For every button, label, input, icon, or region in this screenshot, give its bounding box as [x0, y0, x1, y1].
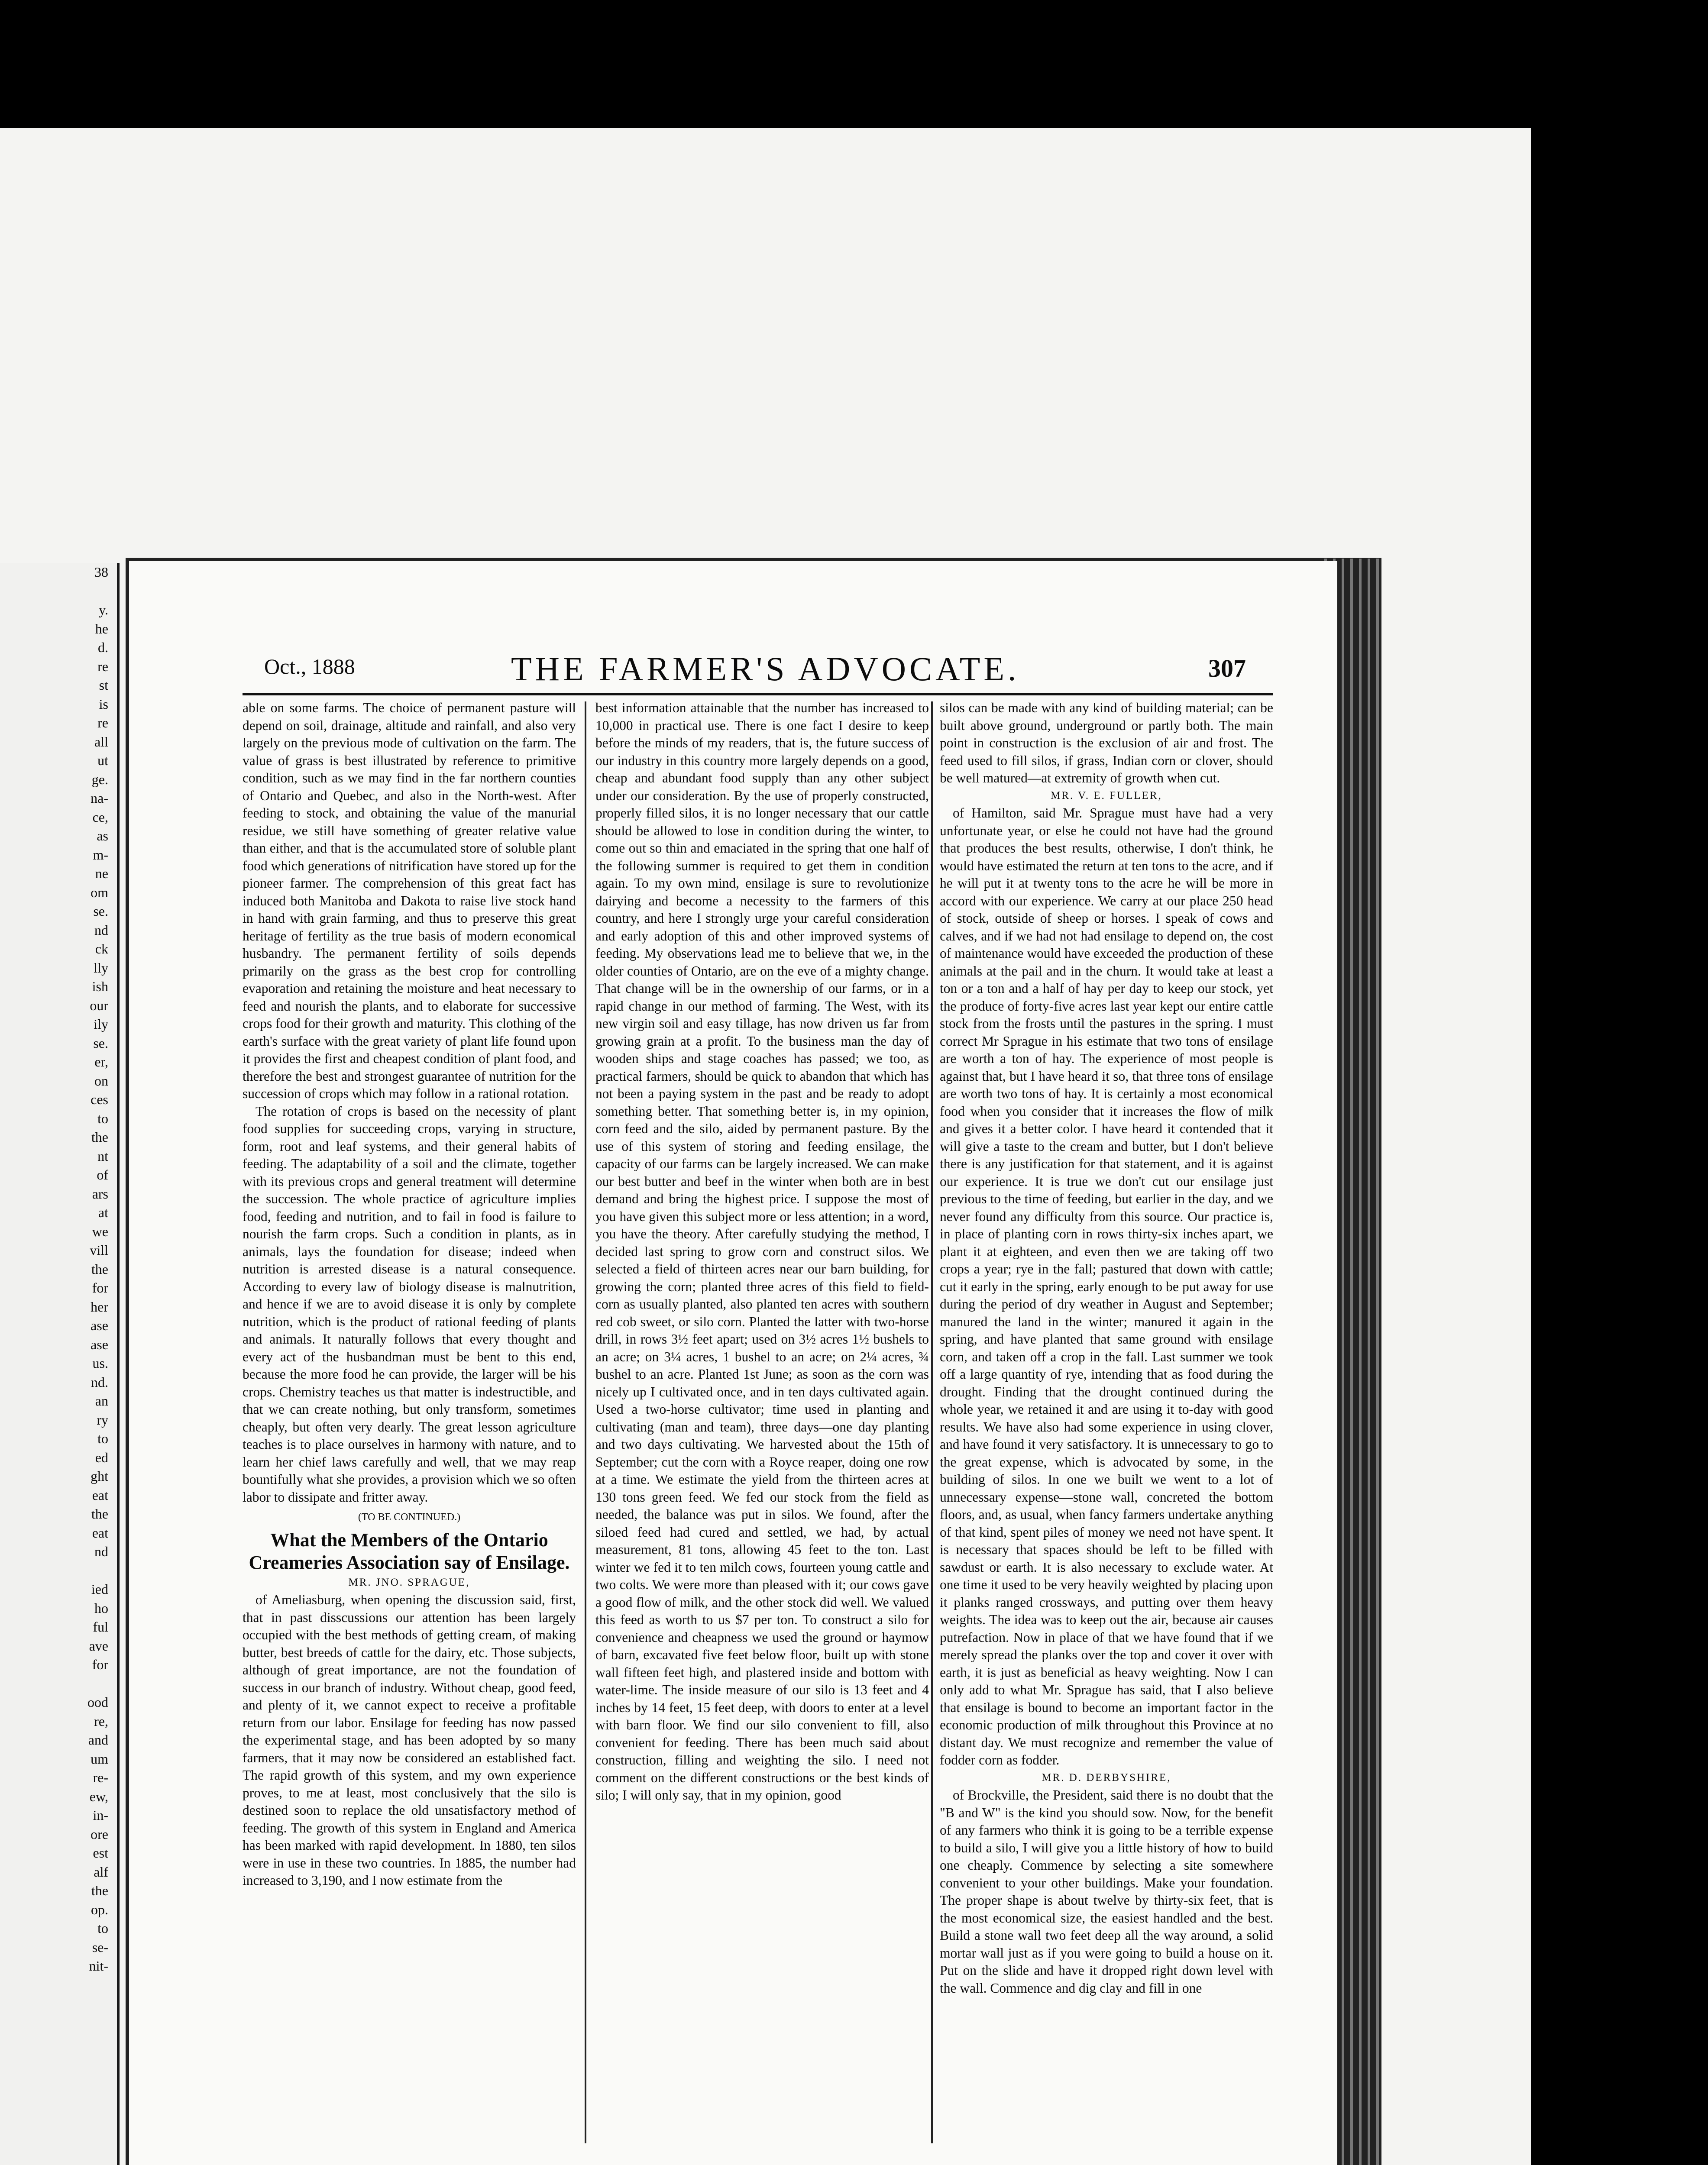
page-header — [264, 650, 1260, 688]
left-page-text: 38 y. he d. re st is re all ut ge. na- ce, as m- ne om se. nd ck lly ish our ily se. er, on ces to the nt of ars at we vill the for her ase ase us. nd. an ry to ed ght eat the eat nd ied ho ful ave for ood re, and um re- ew, in- ore est alf the op. to se- nit- — [87, 564, 108, 1974]
issue-date: Oct., 1888 — [264, 654, 355, 679]
column-2 — [595, 699, 929, 1804]
paragraph: silos can be made with any kind of building material; can be built above ground, underground or partly both. The main point in construction is the exclusion of air and frost. The feed used to fill silos, if grass, Indian corn or clover, should be well matured—at extremity of growth when cut. — [940, 700, 1273, 785]
paragraph: of Ameliasburg, when opening the discussion said, first, that in past disscussions our attention has been largely occupied with the best methods of getting cream, of making butter, best breeds of cattle for the dairy, etc. Those subjects, although of great importance, are not the foundation of success in our branch of industry. Without cheap, good feed, and plenty of it, we cannot expect to receive a profitable return from our labor. Ensilage for feeding has now passed the experimental stage, and has been adopted by so many farmers, that it may now be considered an established fact. The rapid growth of this system, and my own experience proves, to me at least, most conclusively that the silo is destined soon to replace the old unsatisfactory method of feeding. The growth of this system in England and America has been marked with rapid development. In 1880, ten silos were in use in these two countries. In 1885, the number had increased to 3,190, and I now estimate from the — [243, 1592, 576, 1888]
column-divider — [585, 701, 586, 2143]
publication-title: THE FARMER'S ADVOCATE. — [511, 650, 1020, 688]
continued-note: (TO BE CONTINUED.) — [358, 1512, 461, 1523]
column-divider — [931, 701, 933, 2143]
header-rule — [243, 693, 1273, 695]
left-page-fragment — [0, 563, 120, 2165]
paragraph: able on some farms. The choice of permanent pasture will depend on soil, drainage, altitude and rainfall, and also very largely on the previous mode of cultivation on the farm. The value of grass is best illustrated by reference to primitive condition, such as we may find in the far northern counties of Ontario and Quebec, and also in the North-west. After feeding to stock, and obtaining the value of the manurial residue, we still have something of greater relative value than either, and that is the accumulated store of soluble plant food which generations of nitrification have stored up for the pioneer farmer. The comprehension of this great fact has induced both Manitoba and Dakota to raise live stock hand in hand with grain farming, and thus to preserve this great heritage of fertility as the true basis of modern economical husbandry. The permanent fertility of soils depends primarily on the grass as the best crop for controlling evaporation and retaining the moisture and heat necessary to feed and nourish the plants, and to elaborate for successive crops food for their growth and maturity. This clothing of the earth's surface with the great variety of plant life found upon it provides the first and cheapest condition of plant food, and therefore the best and strongest guarantee of nutrition for the succession of crops which may follow in a rational rotation. — [243, 700, 576, 1101]
speaker-name: MR. V. E. FULLER, — [1051, 789, 1162, 801]
paragraph: The rotation of crops is based on the necessity of plant food supplies for succeeding crops, varying in structure, form, root and leaf systems, and their general habits of feeding. The adaptability of a soil and the climate, together with its previous crops and general treatment will determine the succession. The whole practice of agriculture implies food, feeding and nutrition, and to fail in food is failure to nourish the farm crops. Such a condition in plants, as in animals, lays the foundation for disease; indeed when nutrition is arrested disease is a natural consequence. According to every law of biology disease is malnutrition, and hence if we are to avoid disease it is only by complete nutrition, which is the product of rational feeding of plants and animals. It naturally follows that every thought and every act of the husbandman must be bent to this end, because the more food he can provide, the larger will be his crops. Chemistry teaches us that matter is indestructible, and that we can create nothing, but only transform, sometimes cheaply, but often very dearly. The great lesson agriculture teaches is to place ourselves in harmony with nature, and to learn her chief laws carefully and well, that we may reap bountifully what she provides, a provision which we so often labor to dissipate and fritter away. — [243, 1103, 576, 1505]
speaker-name: MR. D. DERBYSHIRE, — [1042, 1771, 1171, 1784]
scan-border-right — [1531, 0, 1708, 2165]
column-3 — [940, 699, 1273, 1997]
page-number: 307 — [1208, 654, 1246, 682]
scan-border-top — [0, 0, 1708, 128]
paragraph: best information attainable that the number has increased to 10,000 in practical use. There is one fact I desire to keep before the minds of my readers, that is, the future success of our industry in this country more largely depends on a good, cheap and abundant food supply than any other subject under our consideration. By the use of properly constructed, properly filled silos, it is no longer necessary that our cattle should be allowed to lose in condition during the winter, to come out so thin and emaciated in the spring that one half of the following summer is required to get them in condition again. To my own mind, ensilage is sure to revolutionize dairying and become a necessity to the farmers of this country, and here I strongly urge your careful consideration and early adoption of this and other improved systems of feeding. My observations lead me to believe that we, in the older counties of Ontario, are on the eve of a mighty change. That change will be in the ownership of our farms, or in a rapid change in our method of farming. The West, with its new virgin soil and easy tillage, has now driven us far from growing grain at a profit. To the business man the day of wooden ships and stage coaches has passed; we too, as practical farmers, should be quick to abandon that which has not been a paying system in the past and be ready to adopt something better. That something better is, in my opinion, corn feed and the silo, aided by permanent pasture. By the use of this system of storing and feeding ensilage, the capacity of our farms can be largely increased. We can make our best butter and beef in the winter when both are in best demand and bring the highest price. I suppose the most of you have given this subject more or less attention; in a word, you have the theory. After carefully studying the method, I decided last spring to grow corn and construct silos. We selected a field of thirteen acres near our barn building, for growing the corn; planted three acres of this field to field-corn as usually planted, also planted ten acres with southern red cob sweet, or silo corn. Planted the latter with two-horse drill, in rows 3½ feet apart; used on 3½ acres 1½ bushels to an acre; on 3¼ acres, 1 bushel to an acre; on 2¼ acres, ¾ bushel to an acre. Planted 1st June; as soon as the corn was nicely up I cultivated once, and in ten days cultivated again. Used a two-horse cultivator; time used in planting and cultivating (man and team), three days—one day planting and two days cultivating. We harvested about the 15th of September; cut the corn with a Royce reaper, doing one row at a time. We estimate the yield from the thirteen acres at 130 tons green feed. We fed our stock from the field as needed, the balance was put in silos. We found, after the siloed feed had cured and settled, we had, by actual measurement, 81 tons, allowing 45 feet to the ton. Last winter we fed it to ten milch cows, fourteen young cattle and two colts. We were more than pleased with it; our cows gave a good flow of milk, and the other stock did well. We valued this feed as worth to us $7 per ton. To construct a silo for convenience and cheapness we used the ground or haymow of barn, excavated five feet below floor, built up with stone wall fifteen feet high, and plastered inside and bottom with water-lime. The inside measure of our silo is 13 feet and 4 inches by 14 feet, 15 feet deep, with doors to enter at a level with barn floor. We find our silo convenient to fill, also convenient for feeding. There has been much said about construction, filling and weighting the silo. I need not comment on the different constructions or the best kinds of silo; I will only say, that in my opinion, good — [595, 700, 929, 1803]
paragraph: of Hamilton, said Mr. Sprague must have had a very unfortunate year, or else he could not have had the ground that produces the best results, otherwise, I don't think, he would have estimated the return at ten tons to the acre, and if he will put it at twenty tons to the acre he will be more in accord with our experience. We carry at our place 250 head of stock, outside of sheep or horses. I speak of cows and calves, and if we had not had ensilage to depend on, the cost of maintenance would have exceeded the production of these animals at the pail and in the churn. It would take at least a ton or a ton and a half of hay per day to keep our stock, yet the produce of forty-five acres last year kept our entire cattle stock from the frosts until the pastures in the spring. I must correct Mr Sprague in his estimate that two tons of ensilage are worth a ton of hay. The experience of most people is against that, but I have heard it so, that three tons of ensilage are worth two tons of hay. It is certainly a most economical food when you consider that it increases the flow of milk and gives it a better color. I have heard it contended that it will give a taste to the cream and butter, but I don't believe there is any justification for that statement, and it is against our experience. It is true we don't cut our ensilage just previous to the time of feeding, but earlier in the day, and we never found any difficulty from this source. Our practice is, in place of planting corn in rows thirty-six inches apart, we plant it at eighteen, and even then we are taking off two crops a year; rye in the fall; pastured that down with cattle; cut it early in the spring, early enough to be put away for use during the period of dry weather in August and September; manured the land in the winter; manured it again in the spring, and have planted that same ground with ensilage corn, and taken off a crop in the fall. Last summer we took off a large quantity of rye, intending that as food during the drought. Finding that the drought continued during the whole year, we retained it and are using it to-day with good results. We have also had some experience in using clover, and have found it very satisfactory. It is unnecessary to go to the great expense, which is advocated by some, in the building of silos. In one we built we went to a lot of unnecessary expense—stone wall, concreted the bottom floors, and, as usual, when fancy farmers undertake anything of that kind, spent piles of money we need not have spent. It is necessary that spaces should be left to be filled with sawdust or earth. It is also necessary to exclude water. At one time it used to be very heavily weighted by placing upon it planks ranged crossways, and putting over them heavy weights. The idea was to keep out the air, because air causes putrefaction. Now in place of that we have found that if we merely spread the planks over the top and cover it over with earth, it is just as beneficial as heavy weighting. Now I can only add to what Mr. Sprague has said, that I also believe that ensilage is bound to become an important factor in the economic production of milk throughout this Province at no distant day. We must recognize and remember the value of fodder corn as fodder. — [940, 805, 1273, 1768]
paragraph: of Brockville, the President, said there is no doubt that the "B and W" is the kind you should sow. Now, for the benefit of any farmers who think it is going to be a terrible expense to build a silo, I will give you a little history of how to build one cheaply. Commence by selecting a site somewhere convenient to your other buildings. Make your foundation. The proper shape is about twelve by thirty-six feet, that is the most economical size, the easiest handled and the best. Build a stone wall two feet deep all the way around, a solid mortar wall just as if you were going to build a house on it. Put on the slide and have it dropped right down level with the wall. Commence and dig clay and fill in one — [940, 1787, 1273, 1996]
column-1 — [243, 699, 576, 1890]
article-heading: What the Members of the Ontario Creameries Association say of Ensilage. — [249, 1529, 570, 1573]
speaker-name: MR. JNO. SPRAGUE, — [348, 1576, 470, 1588]
